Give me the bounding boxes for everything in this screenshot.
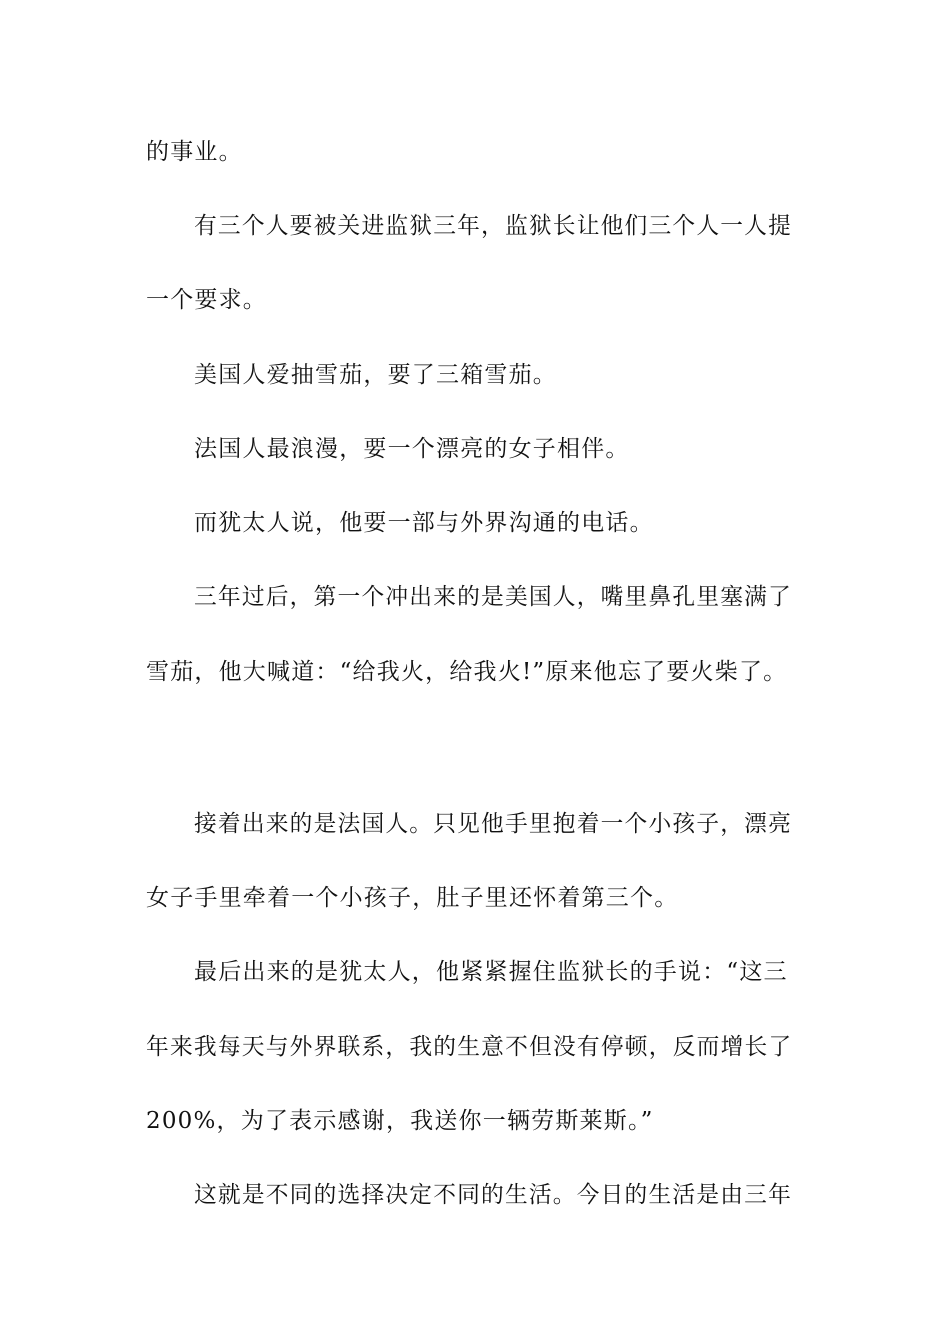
paragraph-line-5: 法国人最浪漫，要一个漂亮的女子相伴。 xyxy=(194,436,630,462)
paragraph-line-12: 年来我每天与外界联系，我的生意不但没有停顿，反而增长了 xyxy=(146,1034,793,1060)
paragraph-line-6: 而犹太人说，他要一部与外界沟通的电话。 xyxy=(194,510,654,536)
paragraph-line-4: 美国人爱抽雪茄，要了三箱雪茄。 xyxy=(194,362,557,388)
paragraph-line-13: 200%，为了表示感谢，我送你一辆劳斯莱斯。” xyxy=(146,1108,654,1134)
paragraph-line-2: 有三个人要被关进监狱三年，监狱长让他们三个人一人提 xyxy=(194,213,792,239)
paragraph-line-8: 雪茄，他大喊道：“给我火，给我火!”原来他忘了要火柴了。 xyxy=(146,659,788,685)
paragraph-line-1: 的事业。 xyxy=(146,139,243,165)
paragraph-line-7: 三年过后，第一个冲出来的是美国人，嘴里鼻孔里塞满了 xyxy=(194,584,792,610)
paragraph-line-10: 女子手里牵着一个小孩子，肚子里还怀着第三个。 xyxy=(146,885,679,911)
paragraph-line-3: 一个要求。 xyxy=(146,287,267,313)
paragraph-line-9: 接着出来的是法国人。只见他手里抱着一个小孩子，漂亮 xyxy=(194,811,792,837)
paragraph-line-14: 这就是不同的选择决定不同的生活。今日的生活是由三年 xyxy=(194,1182,792,1208)
paragraph-line-11: 最后出来的是犹太人，他紧紧握住监狱长的手说：“这三 xyxy=(194,959,788,985)
